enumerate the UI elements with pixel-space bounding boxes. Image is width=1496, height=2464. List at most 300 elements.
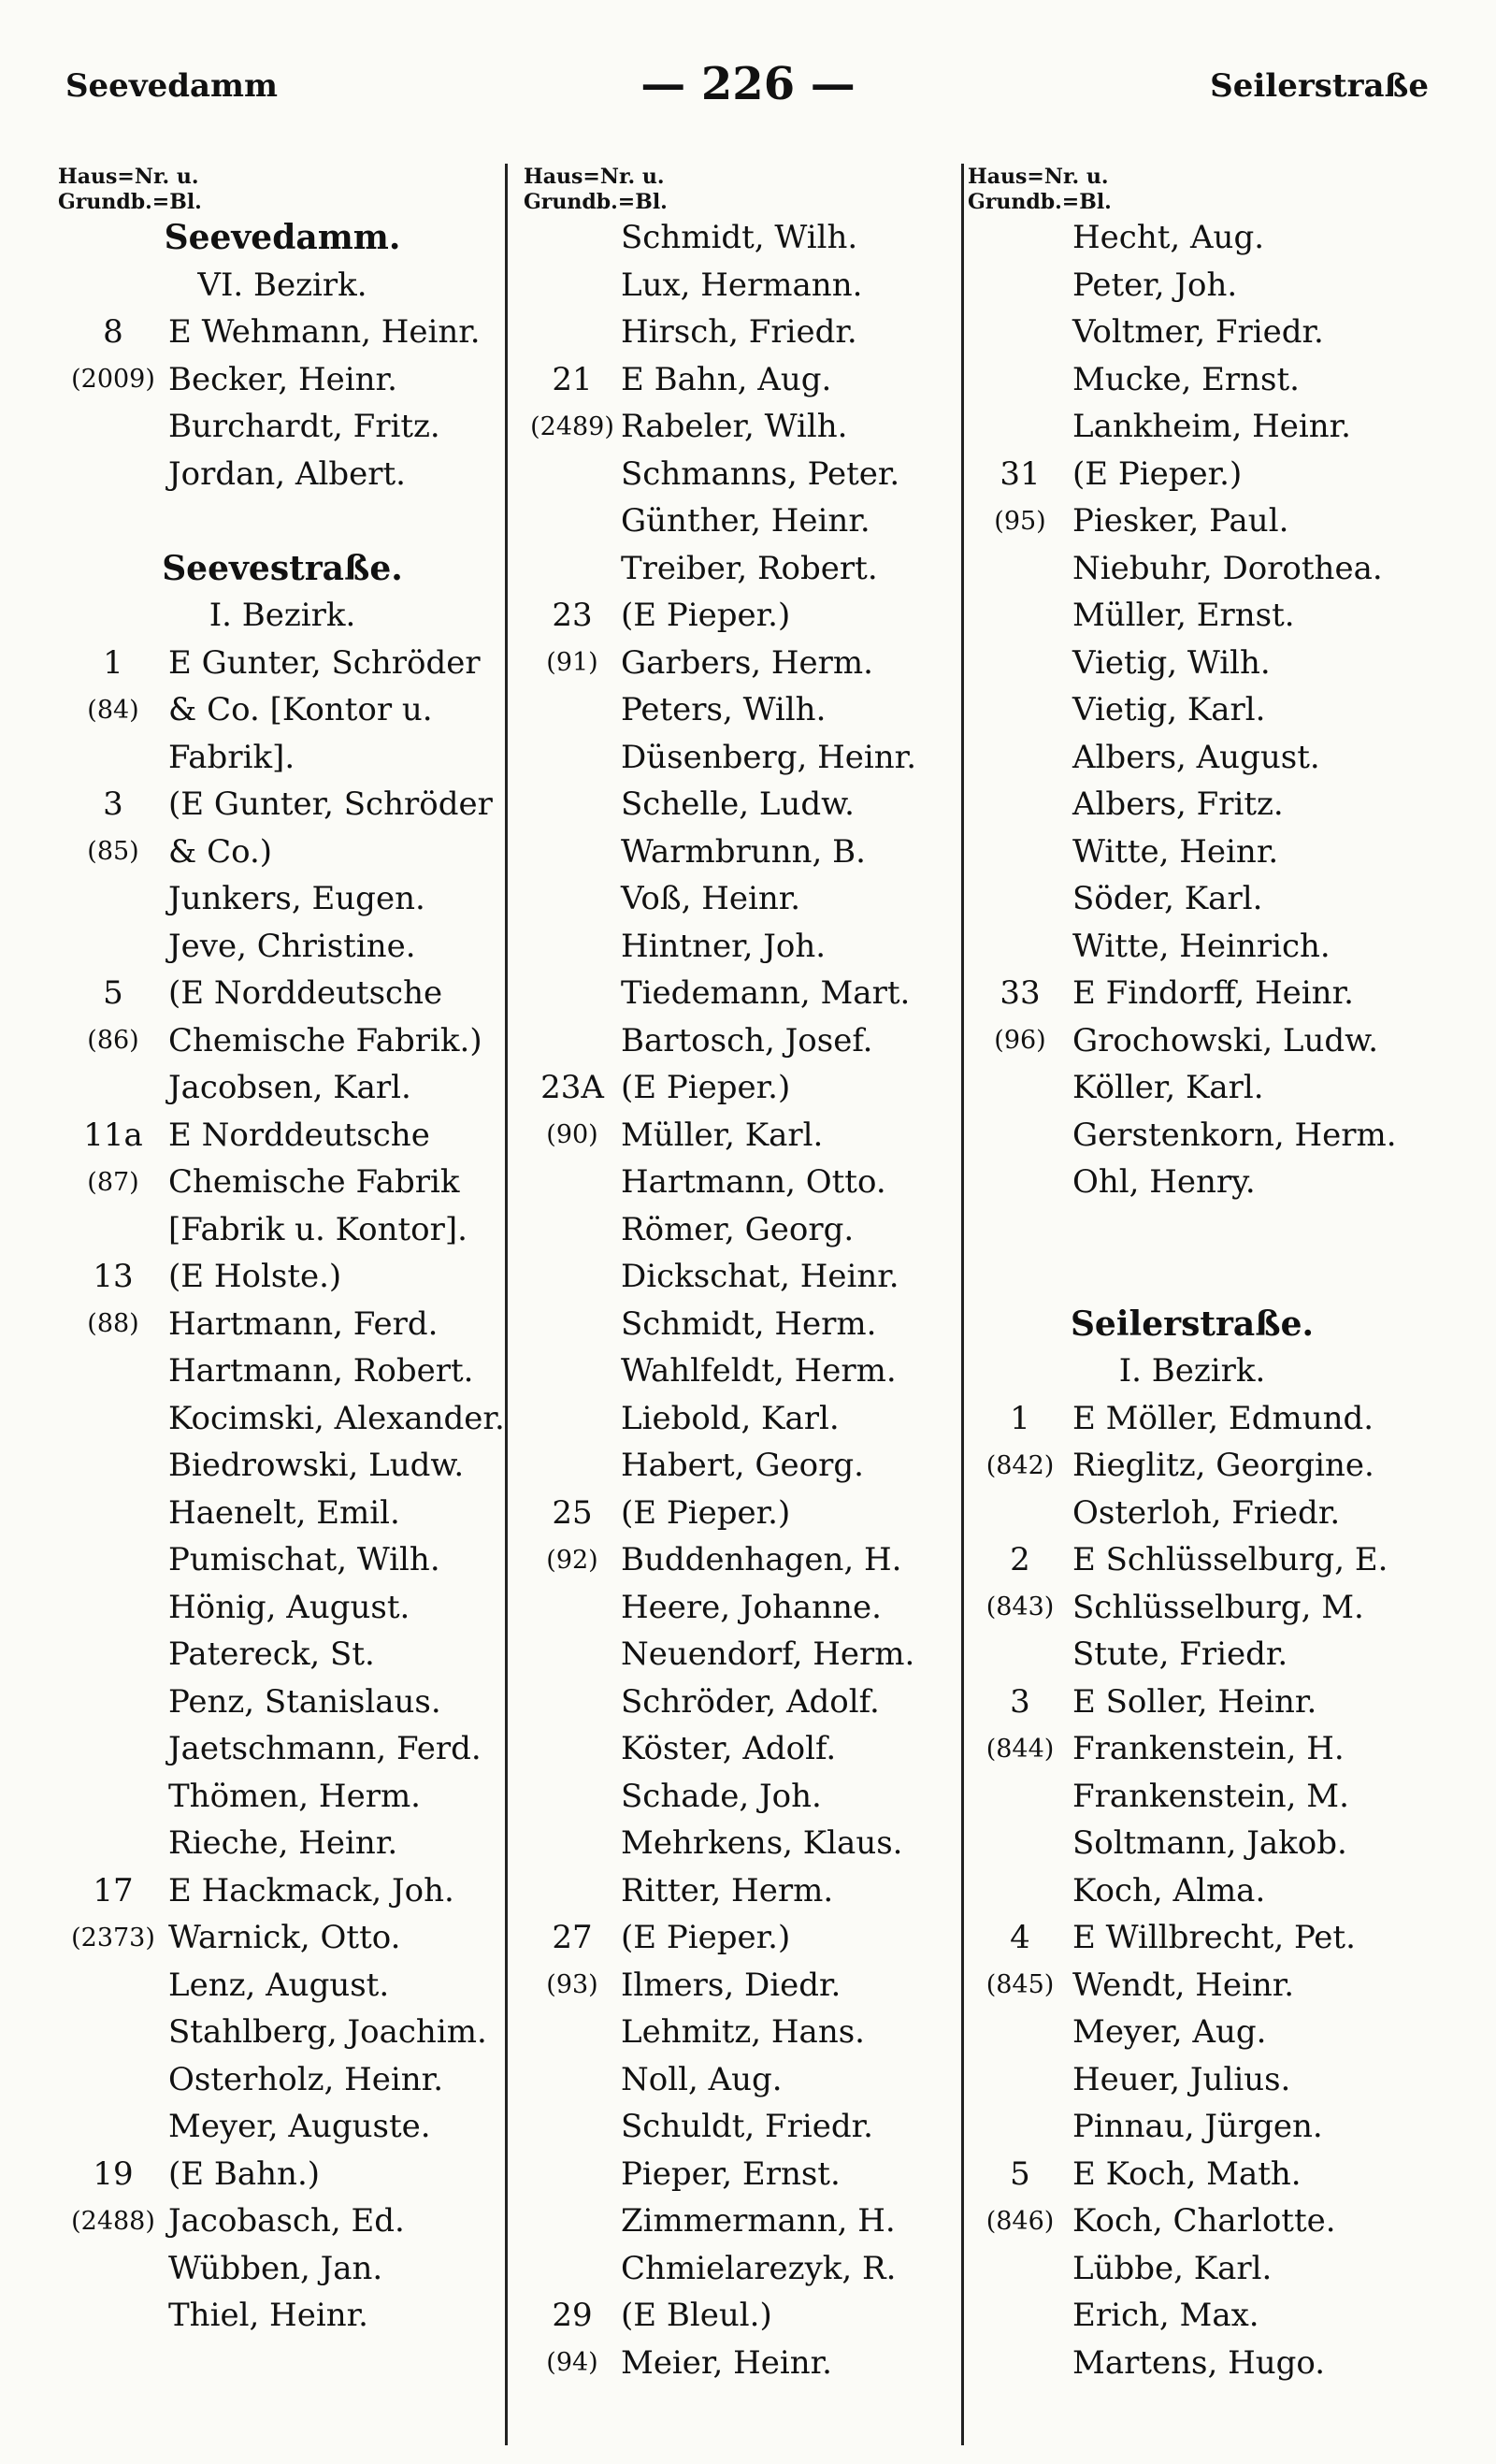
resident-name: E Gunter, Schröder <box>168 643 481 682</box>
street-title: Seevedamm. <box>164 218 401 258</box>
resident-name: Hartmann, Otto. <box>621 1163 886 1202</box>
resident-name: Hecht, Aug. <box>1072 219 1265 257</box>
resident-entry <box>58 2009 544 2056</box>
resident-entry <box>58 2151 544 2198</box>
resident-name: Müller, Karl. <box>621 1116 824 1154</box>
resident-entry <box>58 1064 544 1112</box>
resident-entry <box>524 1064 991 1112</box>
resident-name: Haenelt, Emil. <box>168 1493 400 1532</box>
district-heading: I. Bezirk. <box>1118 1352 1266 1391</box>
land-register-number: (88) <box>87 1309 139 1339</box>
running-head-left: Seevedamm <box>65 67 278 105</box>
resident-name: Zimmermann, H. <box>621 2202 896 2241</box>
resident-name: E Schlüsselburg, E. <box>1072 1541 1388 1579</box>
resident-entry <box>58 1679 544 1726</box>
resident-name: Peter, Joh. <box>1072 266 1238 304</box>
resident-entry <box>58 2292 544 2340</box>
resident-name: Lübbe, Karl. <box>1072 2249 1273 2287</box>
resident-entry <box>58 1914 544 1962</box>
house-number: 5 <box>103 974 123 1013</box>
land-register-number: (844) <box>985 1734 1055 1764</box>
resident-name: E Findorff, Heinr. <box>1072 974 1354 1013</box>
resident-name: Martens, Hugo. <box>1072 2343 1326 2382</box>
resident-name: Frankenstein, H. <box>1072 1730 1345 1768</box>
resident-entry <box>968 734 1454 782</box>
resident-name: Rieglitz, Georgine. <box>1072 1447 1374 1485</box>
resident-entry <box>968 875 1454 923</box>
resident-name: Römer, Georg. <box>621 1210 855 1248</box>
resident-name: Rieche, Heinr. <box>168 1824 398 1863</box>
resident-name: Jeve, Christine. <box>168 927 416 965</box>
resident-name: Vietig, Wilh. <box>1072 643 1271 682</box>
resident-name: Köster, Adolf. <box>621 1730 837 1768</box>
resident-name: Pieper, Ernst. <box>621 2154 841 2193</box>
resident-name: Stahlberg, Joachim. <box>168 2013 487 2052</box>
resident-entry <box>968 2340 1454 2387</box>
resident-entry <box>968 1679 1454 1726</box>
resident-entry <box>968 262 1454 310</box>
resident-name: Söder, Karl. <box>1072 880 1263 918</box>
resident-name: E Möller, Edmund. <box>1072 1399 1374 1437</box>
resident-entry <box>58 2103 544 2151</box>
resident-entry <box>524 829 991 876</box>
resident-name: Düsenberg, Heinr. <box>621 738 917 776</box>
resident-name: Jaetschmann, Ferd. <box>168 1730 482 1768</box>
resident-entry <box>524 2056 991 2104</box>
resident-name: Schröder, Adolf. <box>621 1682 880 1721</box>
resident-name: Lehmitz, Hans. <box>621 2013 865 2052</box>
resident-entry <box>968 970 1454 1017</box>
resident-entry <box>524 1442 991 1490</box>
resident-name: Habert, Georg. <box>621 1447 864 1485</box>
house-number: 2 <box>1010 1541 1030 1579</box>
resident-entry <box>58 1301 544 1348</box>
house-number: 11a <box>83 1116 143 1154</box>
resident-entry <box>58 1725 544 1773</box>
resident-name: (E Gunter, Schröder <box>168 785 493 824</box>
resident-name: Jacobasch, Ed. <box>168 2202 405 2241</box>
land-register-number: (2009) <box>71 365 155 395</box>
resident-name: Bartosch, Josef. <box>621 1021 873 1059</box>
resident-entry <box>968 1112 1454 1160</box>
land-register-number: (90) <box>546 1120 598 1150</box>
resident-name: Wübben, Jan. <box>168 2249 383 2287</box>
resident-entry <box>968 923 1454 971</box>
resident-name: Chemische Fabrik <box>168 1163 460 1202</box>
resident-name: Piesker, Paul. <box>1072 502 1289 540</box>
resident-name: E Willbrecht, Pet. <box>1072 1919 1356 1957</box>
resident-name: Gerstenkorn, Herm. <box>1072 1116 1397 1154</box>
resident-entry <box>58 781 544 829</box>
resident-name: Meyer, Auguste. <box>168 2108 431 2146</box>
resident-entry <box>524 1679 991 1726</box>
resident-name: Lankheim, Heinr. <box>1072 408 1351 446</box>
resident-name: Tiedemann, Mart. <box>621 974 911 1013</box>
resident-name: Witte, Heinr. <box>1072 832 1279 871</box>
resident-entry <box>524 2292 991 2340</box>
resident-entry <box>968 1490 1454 1537</box>
resident-name: Koch, Charlotte. <box>1072 2202 1336 2241</box>
house-number: 19 <box>93 2154 134 2193</box>
resident-entry <box>58 2245 544 2293</box>
resident-entry <box>968 2103 1454 2151</box>
resident-entry <box>968 1536 1454 1584</box>
resident-entry <box>58 1631 544 1679</box>
resident-name: Albers, August. <box>1072 738 1320 776</box>
resident-entry <box>58 923 544 971</box>
land-register-number: (92) <box>546 1545 598 1575</box>
resident-name: Hirsch, Friedr. <box>621 313 857 352</box>
resident-entry <box>524 734 991 782</box>
house-number: 23A <box>540 1069 604 1107</box>
house-number: 17 <box>93 1871 134 1909</box>
resident-entry <box>968 545 1454 593</box>
resident-entry <box>58 1773 544 1821</box>
land-register-number: (93) <box>546 1970 598 2000</box>
column-header-label: Grundb.=Bl. <box>58 190 202 214</box>
resident-entry <box>968 592 1454 640</box>
resident-entry <box>968 1442 1454 1490</box>
land-register-number: (95) <box>994 506 1046 536</box>
resident-name: Soltmann, Jakob. <box>1072 1824 1347 1863</box>
house-number: 4 <box>1010 1919 1030 1957</box>
resident-name: Frankenstein, M. <box>1072 1777 1349 1815</box>
resident-name: Dickschat, Heinr. <box>621 1258 899 1296</box>
land-register-number: (85) <box>87 837 139 867</box>
resident-name: Thömen, Herm. <box>168 1777 421 1815</box>
resident-entry <box>968 829 1454 876</box>
resident-name: Jordan, Albert. <box>168 454 406 493</box>
resident-entry <box>968 2197 1454 2245</box>
resident-name: Ritter, Herm. <box>621 1871 834 1909</box>
resident-entry <box>524 1536 991 1584</box>
resident-entry <box>968 1773 1454 1821</box>
resident-entry <box>524 923 991 971</box>
resident-name: Köller, Karl. <box>1072 1069 1264 1107</box>
resident-entry <box>968 1631 1454 1679</box>
resident-name: (E Norddeutsche <box>168 974 443 1013</box>
resident-name: Hartmann, Robert. <box>168 1352 474 1391</box>
resident-entry <box>58 829 544 876</box>
resident-name: E Bahn, Aug. <box>621 360 832 398</box>
resident-entry <box>58 309 544 356</box>
resident-name: Ohl, Henry. <box>1072 1163 1256 1202</box>
resident-entry <box>58 1536 544 1584</box>
resident-name: Chemische Fabrik.) <box>168 1021 482 1059</box>
resident-entry <box>524 356 991 404</box>
resident-entry <box>524 1867 991 1915</box>
resident-name: (E Pieper.) <box>1072 454 1243 493</box>
resident-entry <box>58 1253 544 1301</box>
resident-entry <box>58 1820 544 1867</box>
resident-entry <box>524 1914 991 1962</box>
resident-entry <box>524 1253 991 1301</box>
resident-entry <box>524 2151 991 2198</box>
resident-entry <box>524 1301 991 1348</box>
resident-name: Treiber, Robert. <box>621 549 878 587</box>
resident-name: E Koch, Math. <box>1072 2154 1302 2193</box>
resident-entry <box>524 1725 991 1773</box>
resident-name: Osterholz, Heinr. <box>168 2060 443 2098</box>
house-number: 21 <box>552 360 593 398</box>
resident-name: Warnick, Otto. <box>168 1919 401 1957</box>
resident-entry <box>58 1112 544 1160</box>
house-number: 8 <box>103 313 123 352</box>
resident-name: Erich, Max. <box>1072 2297 1259 2335</box>
house-number: 31 <box>1000 454 1041 493</box>
land-register-number: (86) <box>87 1026 139 1056</box>
resident-entry <box>58 640 544 687</box>
land-register-number: (91) <box>546 648 598 678</box>
land-register-number: (842) <box>985 1450 1055 1480</box>
column-header-label: Haus=Nr. u. <box>524 165 665 189</box>
resident-name: Stute, Friedr. <box>1072 1635 1288 1674</box>
resident-entry <box>58 1490 544 1537</box>
resident-name: (E Pieper.) <box>621 1919 791 1957</box>
resident-name: Günther, Heinr. <box>621 502 870 540</box>
resident-entry <box>524 2245 991 2293</box>
district-heading: I. Bezirk. <box>209 597 356 635</box>
column-header-label: Haus=Nr. u. <box>968 165 1109 189</box>
resident-entry <box>524 1584 991 1632</box>
resident-entry <box>524 2009 991 2056</box>
column-1 <box>58 164 544 2340</box>
resident-name: Wahlfeldt, Herm. <box>621 1352 897 1391</box>
resident-name: Niebuhr, Dorothea. <box>1072 549 1383 587</box>
resident-name: Ilmers, Diedr. <box>621 1966 842 2004</box>
resident-name: Rabeler, Wilh. <box>621 408 848 446</box>
resident-entry <box>524 1395 991 1443</box>
resident-entry <box>58 403 544 451</box>
resident-name: Schuldt, Friedr. <box>621 2108 873 2146</box>
resident-name: Schlüsselburg, M. <box>1072 1588 1364 1626</box>
resident-name: Pinnau, Jürgen. <box>1072 2108 1323 2146</box>
resident-entry <box>968 451 1454 498</box>
resident-entry <box>524 875 991 923</box>
resident-entry <box>58 1347 544 1395</box>
resident-name: Hintner, Joh. <box>621 927 827 965</box>
resident-entry <box>524 970 991 1017</box>
resident-entry <box>968 403 1454 451</box>
resident-entry <box>524 497 991 545</box>
resident-name: Mehrkens, Klaus. <box>621 1824 903 1863</box>
resident-name: Witte, Heinrich. <box>1072 927 1331 965</box>
land-register-number: (2489) <box>530 411 614 441</box>
resident-name: & Co. [Kontor u. <box>168 691 433 729</box>
resident-name: E Soller, Heinr. <box>1072 1682 1317 1721</box>
resident-entry <box>968 214 1454 262</box>
resident-name: Warmbrunn, B. <box>621 832 866 871</box>
resident-name: Schelle, Ludw. <box>621 785 855 824</box>
resident-name: Albers, Fritz. <box>1072 785 1284 824</box>
resident-entry <box>968 640 1454 687</box>
resident-entry <box>524 1490 991 1537</box>
resident-entry <box>968 1064 1454 1112</box>
resident-entry <box>968 781 1454 829</box>
resident-entry <box>58 1962 544 2010</box>
house-number: 27 <box>552 1919 593 1957</box>
house-number: 25 <box>552 1493 593 1532</box>
street-title: Seilerstraße. <box>1070 1304 1315 1344</box>
street-title: Seevestraße. <box>162 548 403 588</box>
resident-name: Schade, Joh. <box>621 1777 822 1815</box>
resident-entry <box>968 1017 1454 1065</box>
column-header-label: Grundb.=Bl. <box>968 190 1112 214</box>
land-register-number: (2373) <box>71 1923 155 1952</box>
resident-name: (E Bahn.) <box>168 2154 321 2193</box>
resident-name: Schmidt, Herm. <box>621 1304 877 1343</box>
resident-name: Neuendorf, Herm. <box>621 1635 915 1674</box>
resident-entry <box>58 2056 544 2104</box>
resident-entry <box>58 1017 544 1065</box>
resident-name: Voltmer, Friedr. <box>1072 313 1324 352</box>
resident-entry <box>968 356 1454 404</box>
resident-name: E Norddeutsche <box>168 1116 430 1154</box>
resident-name: Hönig, August. <box>168 1588 410 1626</box>
resident-name: Becker, Heinr. <box>168 360 397 398</box>
resident-name: Lenz, August. <box>168 1966 390 2004</box>
resident-entry <box>524 309 991 356</box>
land-register-number: (94) <box>546 2348 598 2378</box>
resident-entry <box>968 1820 1454 1867</box>
house-number: 13 <box>93 1258 134 1296</box>
resident-name: Heere, Johanne. <box>621 1588 882 1626</box>
resident-name: Lux, Hermann. <box>621 266 863 304</box>
resident-entry <box>968 1914 1454 1962</box>
resident-entry <box>968 1962 1454 2010</box>
land-register-number: (84) <box>87 695 139 725</box>
resident-entry <box>524 1962 991 2010</box>
resident-entry <box>58 1584 544 1632</box>
land-register-number: (843) <box>985 1592 1055 1622</box>
resident-entry <box>58 734 544 782</box>
resident-entry <box>968 2245 1454 2293</box>
resident-name: Meier, Heinr. <box>621 2343 832 2382</box>
resident-entry <box>524 1773 991 1821</box>
resident-entry <box>58 1442 544 1490</box>
resident-entry <box>968 1867 1454 1915</box>
resident-entry <box>524 2197 991 2245</box>
resident-name: [Fabrik u. Kontor]. <box>168 1210 468 1248</box>
resident-name: Chmielarezyk, R. <box>621 2249 897 2287</box>
resident-entry <box>58 2197 544 2245</box>
resident-entry <box>524 686 991 734</box>
resident-name: Fabrik]. <box>168 738 295 776</box>
page-number: — 226 — <box>640 58 856 110</box>
resident-entry <box>968 497 1454 545</box>
resident-name: Müller, Ernst. <box>1072 597 1295 635</box>
resident-name: Biedrowski, Ludw. <box>168 1447 465 1485</box>
resident-entry <box>968 1395 1454 1443</box>
resident-entry <box>524 1017 991 1065</box>
resident-entry <box>524 1820 991 1867</box>
resident-name: (E Bleul.) <box>621 2297 772 2335</box>
resident-entry <box>58 686 544 734</box>
resident-name: Patereck, St. <box>168 1635 375 1674</box>
column-header-label: Haus=Nr. u. <box>58 165 199 189</box>
house-number: 3 <box>1010 1682 1030 1721</box>
resident-name: Koch, Alma. <box>1072 1871 1266 1909</box>
resident-entry <box>58 1159 544 1206</box>
column-3 <box>968 164 1454 2386</box>
resident-name: Thiel, Heinr. <box>168 2297 368 2335</box>
resident-entry <box>968 2009 1454 2056</box>
land-register-number: (845) <box>985 1970 1055 2000</box>
resident-entry <box>524 262 991 310</box>
resident-name: (E Holste.) <box>168 1258 342 1296</box>
house-number: 1 <box>103 643 123 682</box>
resident-name: Burchardt, Fritz. <box>168 408 440 446</box>
resident-name: E Hackmack, Joh. <box>168 1871 454 1909</box>
resident-entry <box>968 2151 1454 2198</box>
resident-entry <box>524 640 991 687</box>
resident-entry <box>968 1159 1454 1206</box>
land-register-number: (846) <box>985 2206 1055 2236</box>
resident-name: Buddenhagen, H. <box>621 1541 902 1579</box>
resident-entry <box>524 2103 991 2151</box>
resident-name: Noll, Aug. <box>621 2060 783 2098</box>
house-number: 29 <box>552 2297 593 2335</box>
house-number: 5 <box>1010 2154 1030 2193</box>
spacer <box>968 1253 1454 1301</box>
house-number: 23 <box>552 597 593 635</box>
land-register-number: (96) <box>994 1026 1046 1056</box>
column-2 <box>524 164 991 2386</box>
resident-name: Jacobsen, Karl. <box>168 1069 411 1107</box>
resident-name: Kocimski, Alexander. <box>168 1399 505 1437</box>
resident-entry <box>968 2056 1454 2104</box>
resident-name: (E Pieper.) <box>621 597 791 635</box>
resident-name: Wendt, Heinr. <box>1072 1966 1295 2004</box>
resident-name: Mucke, Ernst. <box>1072 360 1300 398</box>
resident-name: Peters, Wilh. <box>621 691 827 729</box>
resident-name: & Co.) <box>168 832 273 871</box>
resident-name: Grochowski, Ludw. <box>1072 1021 1379 1059</box>
resident-entry <box>968 1725 1454 1773</box>
running-head-right: Seilerstraße <box>1210 67 1429 105</box>
resident-name: Liebold, Karl. <box>621 1399 840 1437</box>
resident-entry <box>524 592 991 640</box>
resident-entry <box>524 545 991 593</box>
resident-name: Voß, Heinr. <box>621 880 801 918</box>
resident-entry <box>968 1584 1454 1632</box>
resident-entry <box>524 1631 991 1679</box>
resident-name: Meyer, Aug. <box>1072 2013 1267 2052</box>
land-register-number: (2488) <box>71 2206 155 2236</box>
house-number: 33 <box>1000 974 1041 1013</box>
resident-entry <box>524 403 991 451</box>
house-number: 1 <box>1010 1399 1030 1437</box>
resident-entry <box>524 1206 991 1254</box>
resident-name: Pumischat, Wilh. <box>168 1541 440 1579</box>
resident-name: Heuer, Julius. <box>1072 2060 1291 2098</box>
resident-name: Junkers, Eugen. <box>168 880 425 918</box>
resident-entry <box>524 1159 991 1206</box>
resident-entry <box>58 875 544 923</box>
resident-name: Hartmann, Ferd. <box>168 1304 439 1343</box>
resident-entry <box>968 309 1454 356</box>
resident-entry <box>524 1112 991 1160</box>
spacer <box>968 1206 1454 1254</box>
resident-name: Garbers, Herm. <box>621 643 873 682</box>
column-header-label: Grundb.=Bl. <box>524 190 668 214</box>
resident-entry <box>58 1395 544 1443</box>
resident-name: Osterloh, Friedr. <box>1072 1493 1341 1532</box>
resident-name: Schmanns, Peter. <box>621 454 900 493</box>
resident-name: E Wehmann, Heinr. <box>168 313 481 352</box>
resident-entry <box>968 686 1454 734</box>
resident-entry <box>58 1206 544 1254</box>
